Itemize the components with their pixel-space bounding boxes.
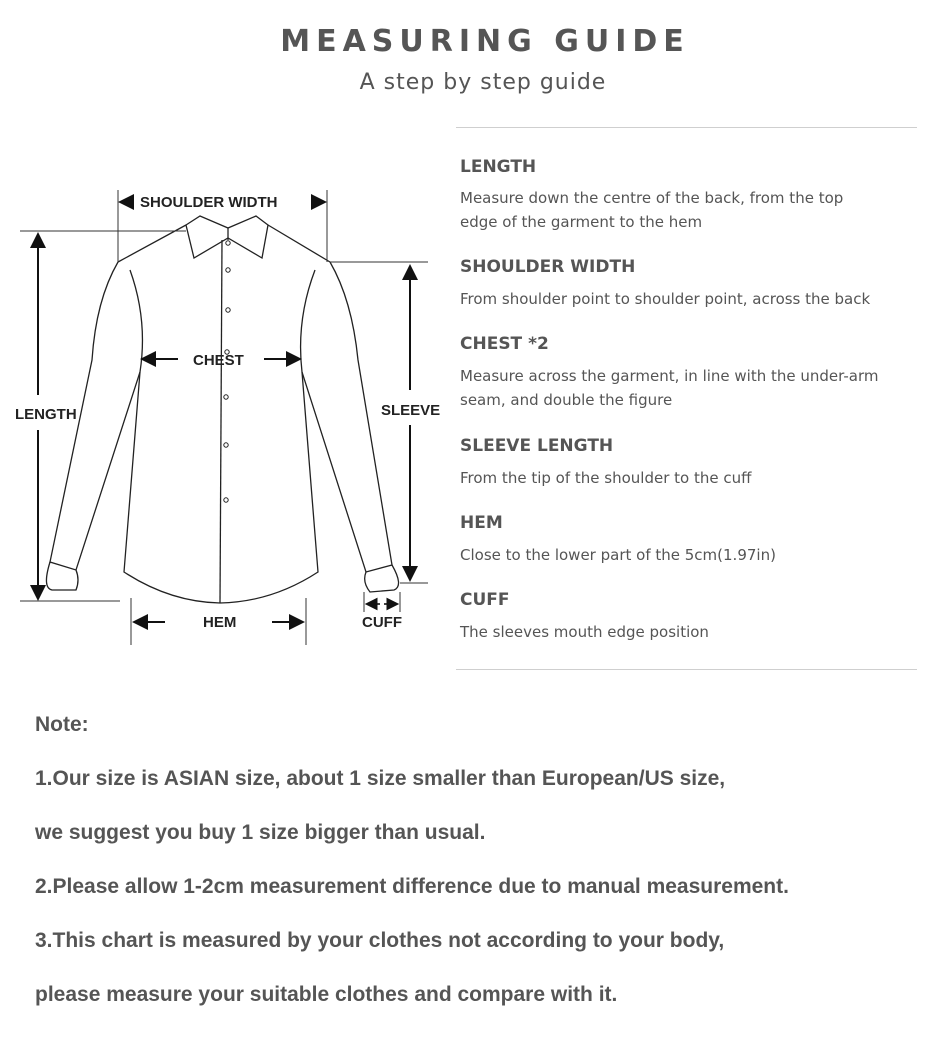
note-line: 2.Please allow 1-2cm measurement difference due to manual measurement. [35, 875, 789, 898]
label-hem: HEM [203, 614, 237, 631]
label-sleeve: SLEEVE [381, 402, 441, 419]
notes-heading: Note: [35, 713, 89, 736]
def-desc-line: Measure down the centre of the back, from the top [460, 189, 844, 207]
def-desc-line: The sleeves mouth edge position [460, 623, 709, 641]
label-shoulder-width: SHOULDER WIDTH [140, 194, 278, 211]
def-desc-line: edge of the garment to the hem [460, 213, 703, 231]
note-line: 3.This chart is measured by your clothes not according to your body, [35, 929, 725, 952]
def-desc-line: seam, and double the figure [460, 391, 673, 409]
def-term-shoulder-width: SHOULDER WIDTH [460, 257, 636, 277]
page-subtitle: A step by step guide [359, 70, 607, 95]
collar-shape [186, 216, 268, 258]
def-desc-line: From the tip of the shoulder to the cuff [460, 469, 752, 487]
def-term-hem: HEM [460, 513, 503, 533]
def-term-sleeve-length: SLEEVE LENGTH [460, 436, 614, 456]
shirt-diagram [0, 180, 450, 650]
shirt-illustration [0, 180, 450, 650]
note-line: please measure your suitable clothes and compare with it. [35, 983, 618, 1006]
note-line: 1.Our size is ASIAN size, about 1 size smaller than European/US size, [35, 767, 726, 790]
buttons [224, 241, 230, 502]
top-divider [456, 127, 917, 128]
def-term-length: LENGTH [460, 157, 537, 177]
label-cuff: CUFF [362, 614, 402, 631]
def-desc-line: From shoulder point to shoulder point, across the back [460, 290, 871, 308]
note-line: we suggest you buy 1 size bigger than usual. [35, 821, 486, 844]
guide-lines [20, 190, 428, 645]
def-desc-line: Close to the lower part of the 5cm(1.97in) [460, 546, 776, 564]
measure-arrows [38, 202, 410, 622]
shirt-outline [46, 216, 398, 603]
def-term-cuff: CUFF [460, 590, 510, 610]
label-length: LENGTH [15, 406, 77, 423]
bottom-divider [456, 669, 917, 670]
def-term-chest: CHEST *2 [460, 334, 549, 354]
page-title: MEASURING GUIDE [280, 24, 690, 59]
def-desc-line: Measure across the garment, in line with the under-arm [460, 367, 879, 385]
label-chest: CHEST [193, 352, 244, 369]
